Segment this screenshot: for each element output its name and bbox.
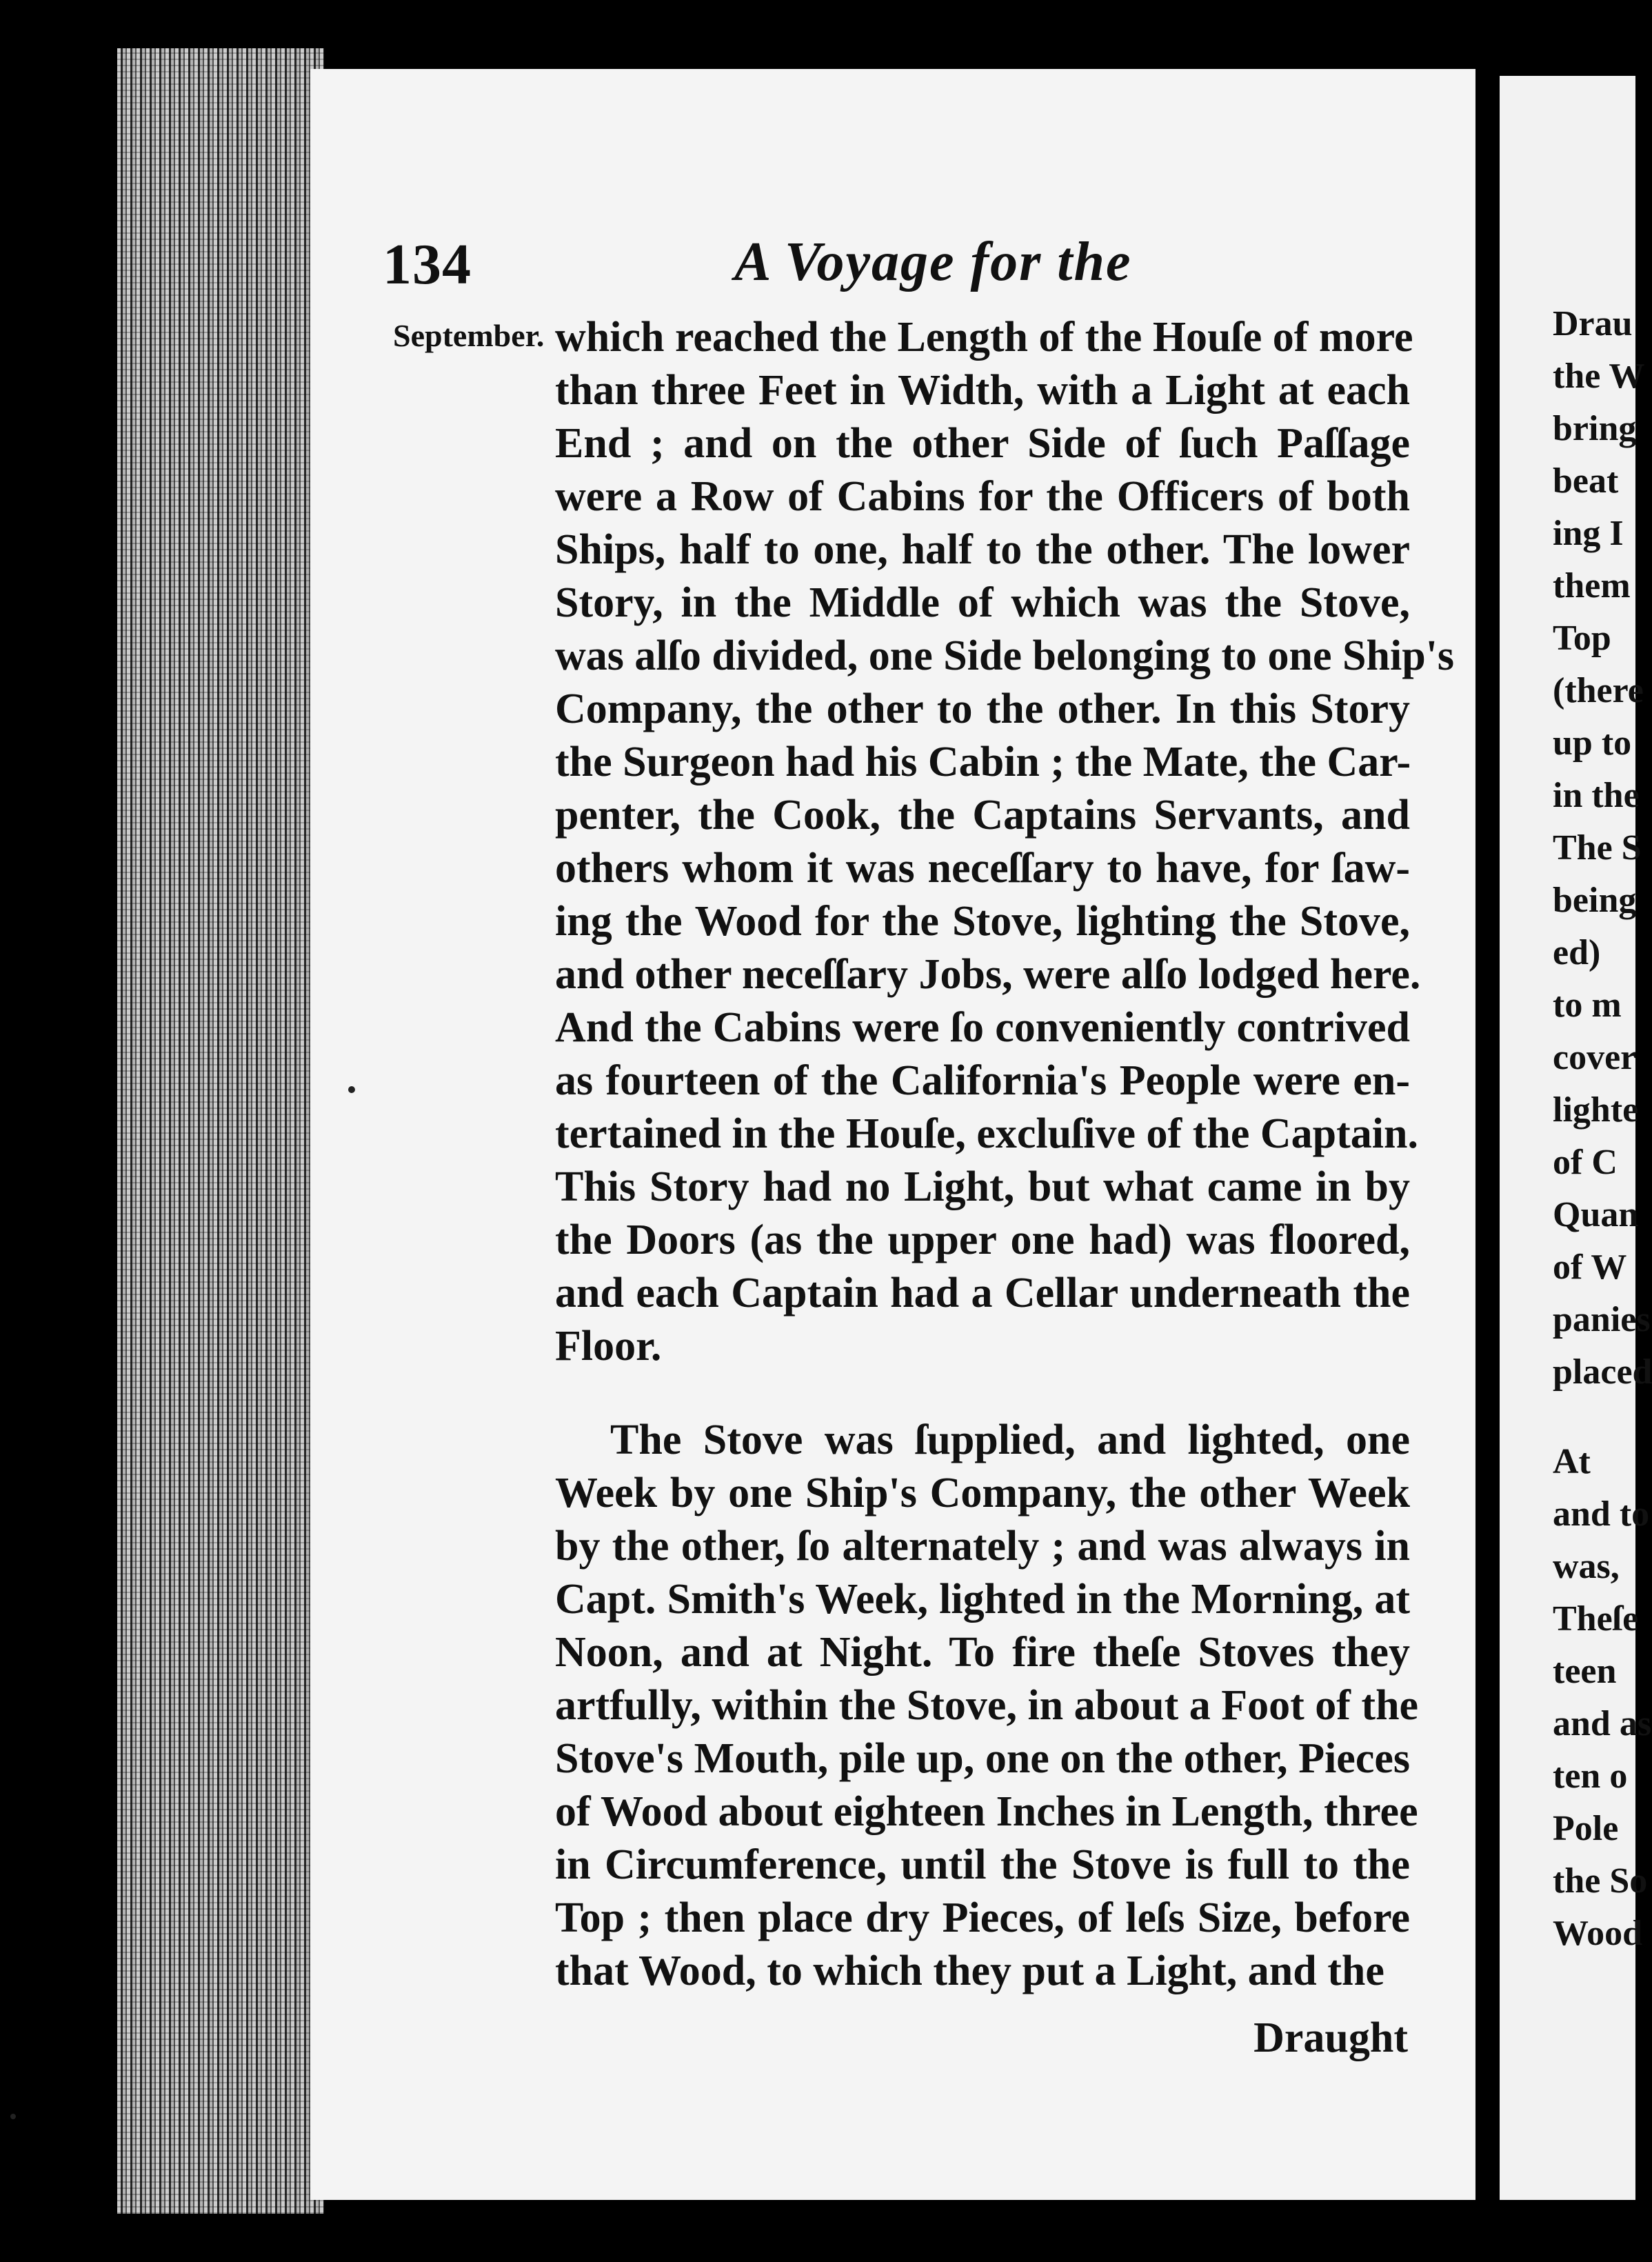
text-line: was alſo divided, one Side belonging to one Ship's [555, 632, 1455, 679]
text-line: And the Cabins were ſo conveniently contrived [555, 1004, 1410, 1051]
facing-text-line: beat [1553, 461, 1619, 501]
facing-text-line: Theſe [1553, 1599, 1639, 1639]
text-line: ing the Wood for the Stove, lighting the Stove, [555, 898, 1410, 945]
ink-speck [348, 1086, 355, 1093]
text-line: in Circumference, until the Stove is full to the [555, 1841, 1410, 1888]
text-line: Noon, and at Night. To fire theſe Stoves they [555, 1629, 1410, 1676]
text-line: that Wood, to which they put a Light, and the [555, 1948, 1384, 1994]
text-line: Floor. [555, 1323, 662, 1370]
text-line: which reached the Length of the Houſe of more [555, 314, 1413, 361]
facing-text-line: of C [1553, 1143, 1618, 1182]
text-line: others whom it was neceſſary to have, for ſaw- [555, 845, 1410, 892]
facing-text-line: to m [1553, 985, 1622, 1025]
text-line: than three Feet in Width, with a Light at each [555, 367, 1410, 414]
facing-text-line: ed) [1553, 933, 1601, 972]
text-line: and each Captain had a Cellar underneath the [555, 1270, 1410, 1317]
facing-text-line: was, [1553, 1547, 1620, 1586]
facing-text-line: The S [1553, 828, 1642, 868]
text-line: End ; and on the other Side of ſuch Paſſage [555, 420, 1410, 467]
text-line: Story, in the Middle of which was the Stove, [555, 579, 1410, 626]
text-line: Ships, half to one, half to the other. The lower [555, 526, 1410, 573]
facing-text-line: in the [1553, 776, 1640, 815]
text-line: Capt. Smith's Week, lighted in the Morning, at [555, 1576, 1410, 1623]
text-line: The Stove was ſupplied, and lighted, one [610, 1417, 1410, 1463]
facing-text-line: and as [1553, 1704, 1652, 1743]
text-line: the Surgeon had his Cabin ; the Mate, the Car- [555, 739, 1411, 785]
facing-text-line: Drau [1553, 304, 1633, 343]
facing-text-line: being [1553, 881, 1637, 920]
facing-text-line: and to [1553, 1494, 1650, 1534]
catchword: Draught [1253, 2014, 1408, 2061]
text-line: penter, the Cook, the Captains Servants, and [555, 792, 1410, 839]
text-line: were a Row of Cabins for the Officers of both [555, 473, 1410, 520]
text-line: This Story had no Light, but what came in by [555, 1163, 1410, 1210]
facing-text-line: Quan [1553, 1195, 1639, 1234]
text-line: artfully, within the Stove, in about a Foot of the [555, 1682, 1419, 1729]
ink-speck [10, 2114, 16, 2119]
facing-text-line: Pole [1553, 1809, 1619, 1848]
facing-text-line: At [1553, 1442, 1591, 1481]
book-page-edges [117, 48, 324, 2214]
facing-text-line: panies [1553, 1300, 1651, 1339]
page-number: 134 [383, 232, 472, 297]
facing-text-line: placed [1553, 1352, 1652, 1392]
facing-text-line: lighte [1553, 1090, 1639, 1130]
facing-text-line: Wood [1553, 1914, 1643, 1953]
margin-note: September. [393, 318, 545, 353]
running-title: A Voyage for the [734, 232, 1132, 292]
facing-text-line: cover [1553, 1038, 1637, 1077]
facing-text-line: Top [1553, 619, 1611, 658]
text-line: the Doors (as the upper one had) was floored, [555, 1217, 1410, 1263]
facing-text-line: bring [1553, 409, 1637, 448]
facing-text-line: the W [1553, 357, 1645, 396]
facing-text-line: ten o [1553, 1756, 1628, 1796]
text-line: Week by one Ship's Company, the other Week [555, 1470, 1410, 1517]
facing-text-line: up to [1553, 723, 1632, 763]
text-line: as fourteen of the California's People were en- [555, 1057, 1410, 1104]
text-line: of Wood about eighteen Inches in Length, three [555, 1788, 1418, 1835]
facing-text-line: ing I [1553, 514, 1624, 553]
text-line: Top ; then place dry Pieces, of leſs Size, before [555, 1894, 1410, 1941]
facing-text-line: them [1553, 566, 1631, 605]
text-line: tertained in the Houſe, excluſive of the Captain. [555, 1110, 1418, 1157]
facing-text-line: teen [1553, 1652, 1617, 1691]
text-line: Company, the other to the other. In this Story [555, 685, 1410, 732]
text-line: by the other, ſo alternately ; and was always in [555, 1523, 1410, 1570]
facing-text-line: (there [1553, 671, 1644, 710]
text-line: Stove's Mouth, pile up, one on the other, Pieces [555, 1735, 1410, 1782]
text-line: and other neceſſary Jobs, were alſo lodged here. [555, 951, 1421, 998]
facing-text-line: of W [1553, 1248, 1627, 1287]
facing-text-line: the So [1553, 1861, 1648, 1901]
